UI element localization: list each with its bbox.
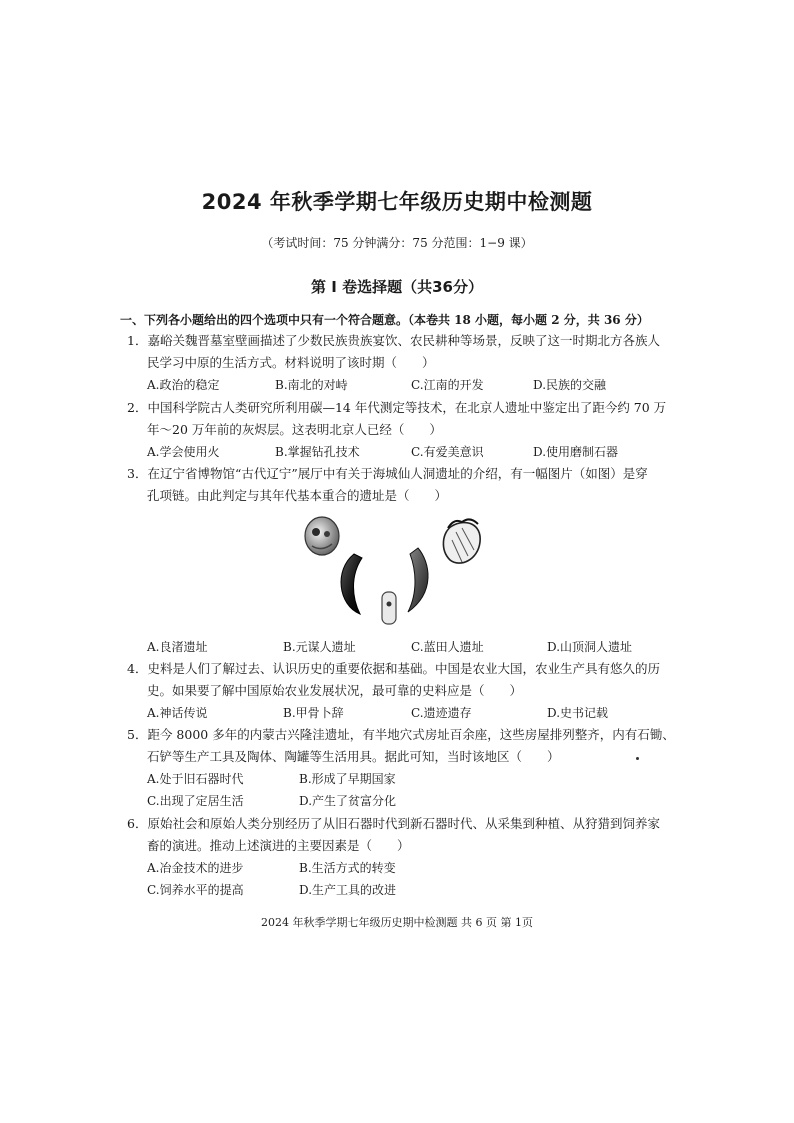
question-5-option-a: A.处于旧石器时代 (147, 772, 244, 786)
question-4-option-b: B.甲骨卜辞 (283, 706, 344, 720)
question-3-option-d: D.山顶洞人遗址 (547, 640, 633, 654)
question-6-option-c: C.饲养水平的提高 (147, 883, 244, 897)
question-1-line-2: 民学习中原的生活方式。材料说明了该时期（ ） (147, 355, 435, 370)
question-4-option-a: A.神话传说 (147, 706, 208, 720)
question-3-option-b: B.元谋人遗址 (283, 640, 356, 654)
black-tooth-left (341, 554, 362, 614)
scan-speck (636, 757, 639, 760)
question-2-option-d: D.使用磨制石器 (533, 445, 619, 459)
question-4-line-1: 4．史料是人们了解过去、认识历史的重要依据和基础。中国是农业大国，农业生产具有悠久的历 (127, 661, 660, 676)
question-5-line-2: 石铲等生产工具及陶体、陶罐等生活用具。据此可知，当时该地区（ ） (147, 749, 560, 764)
question-2-line-1: 2．中国科学院古人类研究所利用碳—14 年代测定等技术，在北京人遗址中鉴定出了距今约 70 万 (127, 400, 667, 415)
pierced-necklace-image (290, 510, 490, 635)
question-4-option-d: D.史书记载 (547, 706, 609, 720)
question-6-option-b: B.生活方式的转变 (299, 861, 396, 875)
bone-bead-center (382, 592, 396, 624)
shell-bead-left (305, 517, 339, 555)
question-6-option-d: D.生产工具的改进 (299, 883, 397, 897)
section-title: 第 I 卷选择题（共36分） (311, 278, 483, 296)
question-2-option-a: A.学会使用火 (147, 445, 220, 459)
animal-tooth-right (408, 548, 428, 612)
question-1-line-1: 1．嘉峪关魏晋墓室壁画描述了少数民族贵族宴饮、农民耕种等场景，反映了这一时期北方各族人 (127, 333, 660, 348)
question-1-option-c: C.江南的开发 (411, 378, 484, 392)
question-2-option-b: B.掌握钻孔技术 (275, 445, 360, 459)
question-6-line-1: 6．原始社会和原始人类分别经历了从旧石器时代到新石器时代、从采集到种植、从狩猎到饲养家 (127, 816, 660, 831)
question-6-line-2: 畜的演进。推动上述演进的主要因素是（ ） (147, 838, 410, 853)
question-3-option-a: A.良渚遗址 (147, 640, 208, 654)
question-6-option-a: A.冶金技术的进步 (147, 861, 244, 875)
question-1-option-a: A.政治的稳定 (147, 378, 220, 392)
question-3-line-1: 3．在辽宁省博物馆“古代辽宁”展厅中有关于海城仙人洞遗址的介绍，有一幅图片（如图）是穿 (127, 466, 648, 481)
page-footer: 2024 年秋季学期七年级历史期中检测题 共 6 页 第 1页 (261, 916, 533, 929)
question-2-line-2: 年～20 万年前的灰烬层。这表明北京人已经（ ） (147, 422, 442, 437)
section-instruction: 一、下列各小题给出的四个选项中只有一个符合题意。（本卷共 18 小题，每小题 2 分，共 36 分） (120, 313, 649, 327)
question-3-option-c: C.蓝田人遗址 (411, 640, 484, 654)
question-5-option-c: C.出现了定居生活 (147, 794, 244, 808)
exam-subtitle: （考试时间：75 分钟满分：75 分范围：1−9 课） (261, 236, 533, 250)
question-2-option-c: C.有爱美意识 (411, 445, 484, 459)
question-1-option-d: D.民族的交融 (533, 378, 607, 392)
question-5-option-b: B.形成了早期国家 (299, 772, 396, 786)
scallop-shell-right (443, 519, 480, 563)
question-3-line-2: 孔项链。由此判定与其年代基本重合的遗址是（ ） (147, 488, 448, 503)
exam-title: 2024 年秋季学期七年级历史期中检测题 (201, 190, 593, 214)
question-4-line-2: 史。如果要了解中国原始农业发展状况，最可靠的史料应是（ ） (147, 683, 523, 698)
question-4-option-c: C.遗迹遗存 (411, 706, 472, 720)
question-1-option-b: B.南北的对峙 (275, 378, 348, 392)
question-5-option-d: D.产生了贫富分化 (299, 794, 397, 808)
question-5-line-1: 5．距今 8000 多年的内蒙古兴隆洼遗址，有半地穴式房址百余座，这些房屋排列整齐，内有石锄、 (127, 727, 675, 742)
